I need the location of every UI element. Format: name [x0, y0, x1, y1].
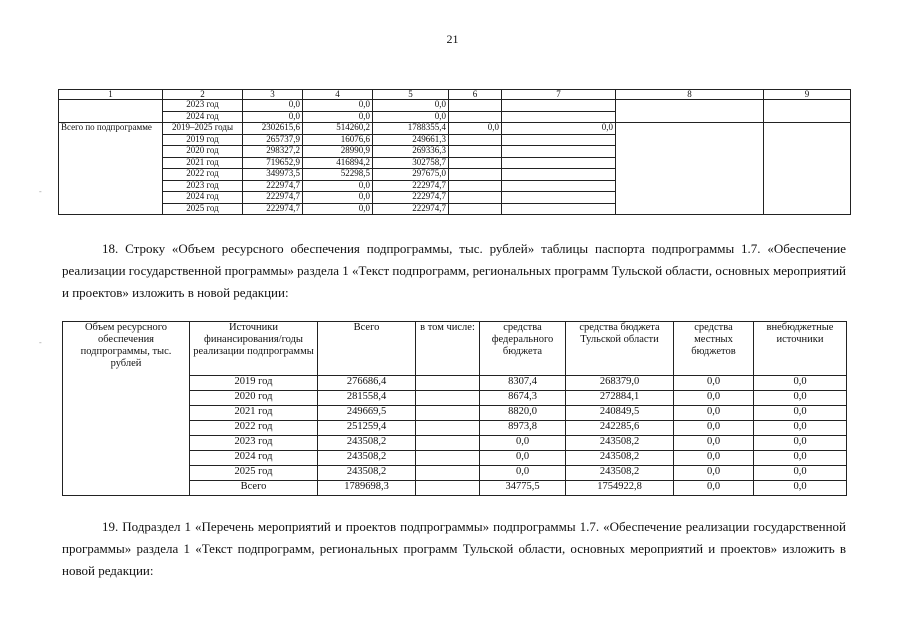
regional-cell: 243508,2 [566, 436, 674, 451]
value-cell: 349973,5 [243, 169, 303, 181]
value-cell: 16076,6 [303, 134, 373, 146]
year-cell: 2023 год [163, 100, 243, 112]
year-cell: 2020 год [163, 146, 243, 158]
local-cell: 0,0 [674, 436, 754, 451]
year-cell: 2019 год [163, 134, 243, 146]
year-cell: 2022 год [163, 169, 243, 181]
value-cell: 0,0 [303, 192, 373, 204]
federal-cell: 34775,5 [480, 481, 566, 496]
paragraph-18: 18. Строку «Объем ресурсного обеспечения подпрограммы, тыс. рублей» таблицы паспорта подпрограммы 1.7. «Обеспечение реализации государственной программы» раздела 1 «Текст подпрограмм, региональных программ Тульской области, основных мероприятий и проектов» изложить в новой редакции: [62, 241, 846, 300]
regional-cell: 268379,0 [566, 376, 674, 391]
regional-cell: 243508,2 [566, 466, 674, 481]
total-cell: 281558,4 [318, 391, 416, 406]
year-cell: 2019 год [190, 376, 318, 391]
local-cell: 0,0 [674, 451, 754, 466]
local-cell: 0,0 [674, 406, 754, 421]
column-number: 2 [163, 90, 243, 100]
year-cell: 2020 год [190, 391, 318, 406]
value-cell: 222974,7 [243, 192, 303, 204]
value-cell: 1788355,4 [373, 123, 449, 135]
value-cell: 0,0 [243, 111, 303, 123]
year-cell: 2024 год [190, 451, 318, 466]
total-label: Всего по подпрограмме [59, 123, 163, 215]
continuation-table [58, 89, 851, 215]
value-cell: 416894,2 [303, 157, 373, 169]
column-number: 7 [502, 90, 616, 100]
column-header: Источники финансирования/годы реализации подпрограммы [190, 322, 318, 376]
column-number: 9 [764, 90, 851, 100]
federal-cell: 8674,3 [480, 391, 566, 406]
year-cell: 2022 год [190, 421, 318, 436]
local-cell: 0,0 [674, 376, 754, 391]
column-header: Всего [318, 322, 416, 376]
table-header-row [59, 90, 851, 100]
regional-cell: 240849,5 [566, 406, 674, 421]
year-cell: 2023 год [190, 436, 318, 451]
regional-cell: 242285,6 [566, 421, 674, 436]
local-cell: 0,0 [674, 466, 754, 481]
column-header: средства федерального бюджета [480, 322, 566, 376]
column-header: средства местных бюджетов [674, 322, 754, 376]
column-number: 5 [373, 90, 449, 100]
year-cell: 2024 год [163, 111, 243, 123]
value-cell: 302758,7 [373, 157, 449, 169]
extrabudgetary-cell: 0,0 [754, 466, 847, 481]
local-cell: 0,0 [674, 481, 754, 496]
value-cell: 52298,5 [303, 169, 373, 181]
column-header: в том числе: [416, 322, 480, 376]
paragraph-19: 19. Подраздел 1 «Перечень мероприятий и проектов подпрограммы» подпрограммы 1.7. «Обеспечение реализации государственной программы» раздела 1 «Текст подпрограмм, региональных программ Тульской области, основных мероприятий и проектов» изложить в новой редакции: [62, 519, 846, 578]
extrabudgetary-cell: 0,0 [754, 406, 847, 421]
value-cell: 0,0 [373, 111, 449, 123]
value-cell: 265737,9 [243, 134, 303, 146]
column-number: 3 [243, 90, 303, 100]
value-cell: 222974,7 [243, 180, 303, 192]
total-cell: 1789698,3 [318, 481, 416, 496]
federal-cell: 8820,0 [480, 406, 566, 421]
year-cell: 2021 год [190, 406, 318, 421]
margin-mark: - [39, 338, 42, 347]
row-label: Объем ресурсного обеспечения подпрограммы, тыс. рублей [63, 322, 190, 496]
value-cell: 222974,7 [373, 180, 449, 192]
value-cell: 0,0 [373, 100, 449, 112]
value-cell: 269336,3 [373, 146, 449, 158]
year-cell: 2025 год [190, 466, 318, 481]
value-cell: 222974,7 [373, 203, 449, 215]
year-cell: 2021 год [163, 157, 243, 169]
value-cell: 0,0 [303, 203, 373, 215]
value-cell: 222974,7 [373, 192, 449, 204]
total-cell: 243508,2 [318, 436, 416, 451]
year-cell: Всего [190, 481, 318, 496]
regional-cell: 243508,2 [566, 451, 674, 466]
column-number: 8 [616, 90, 764, 100]
regional-cell: 1754922,8 [566, 481, 674, 496]
value-cell: 249661,3 [373, 134, 449, 146]
value-cell: 2302615,6 [243, 123, 303, 135]
margin-mark: - [39, 187, 42, 196]
value-cell: 28990,9 [303, 146, 373, 158]
resource-table [62, 321, 847, 496]
value-cell: 298327,2 [243, 146, 303, 158]
total-cell: 251259,4 [318, 421, 416, 436]
extrabudgetary-cell: 0,0 [754, 481, 847, 496]
column-header: внебюджетные источники [754, 322, 847, 376]
table-row [59, 123, 851, 135]
table-row [59, 100, 851, 112]
total-cell: 249669,5 [318, 406, 416, 421]
local-cell: 0,0 [674, 421, 754, 436]
federal-cell: 0,0 [480, 466, 566, 481]
column-number: 1 [59, 90, 163, 100]
federal-cell: 8307,4 [480, 376, 566, 391]
year-cell: 2019–2025 годы [163, 123, 243, 135]
value-cell: 0,0 [449, 123, 502, 135]
year-cell: 2024 год [163, 192, 243, 204]
value-cell: 719652,9 [243, 157, 303, 169]
year-cell: 2023 год [163, 180, 243, 192]
local-cell: 0,0 [674, 391, 754, 406]
federal-cell: 0,0 [480, 436, 566, 451]
year-cell: 2025 год [163, 203, 243, 215]
value-cell: 222974,7 [243, 203, 303, 215]
value-cell: 0,0 [303, 100, 373, 112]
value-cell: 297675,0 [373, 169, 449, 181]
regional-cell: 272884,1 [566, 391, 674, 406]
value-cell: 0,0 [303, 111, 373, 123]
extrabudgetary-cell: 0,0 [754, 391, 847, 406]
value-cell: 514260,2 [303, 123, 373, 135]
federal-cell: 0,0 [480, 451, 566, 466]
total-cell: 276686,4 [318, 376, 416, 391]
total-cell: 243508,2 [318, 451, 416, 466]
table-header-row [63, 322, 847, 376]
extrabudgetary-cell: 0,0 [754, 451, 847, 466]
total-cell: 243508,2 [318, 466, 416, 481]
federal-cell: 8973,8 [480, 421, 566, 436]
value-cell: 0,0 [243, 100, 303, 112]
column-header: средства бюджета Тульской области [566, 322, 674, 376]
extrabudgetary-cell: 0,0 [754, 376, 847, 391]
extrabudgetary-cell: 0,0 [754, 436, 847, 451]
page-number: 21 [446, 32, 459, 46]
extrabudgetary-cell: 0,0 [754, 421, 847, 436]
value-cell: 0,0 [502, 123, 616, 135]
column-number: 4 [303, 90, 373, 100]
value-cell: 0,0 [303, 180, 373, 192]
column-number: 6 [449, 90, 502, 100]
